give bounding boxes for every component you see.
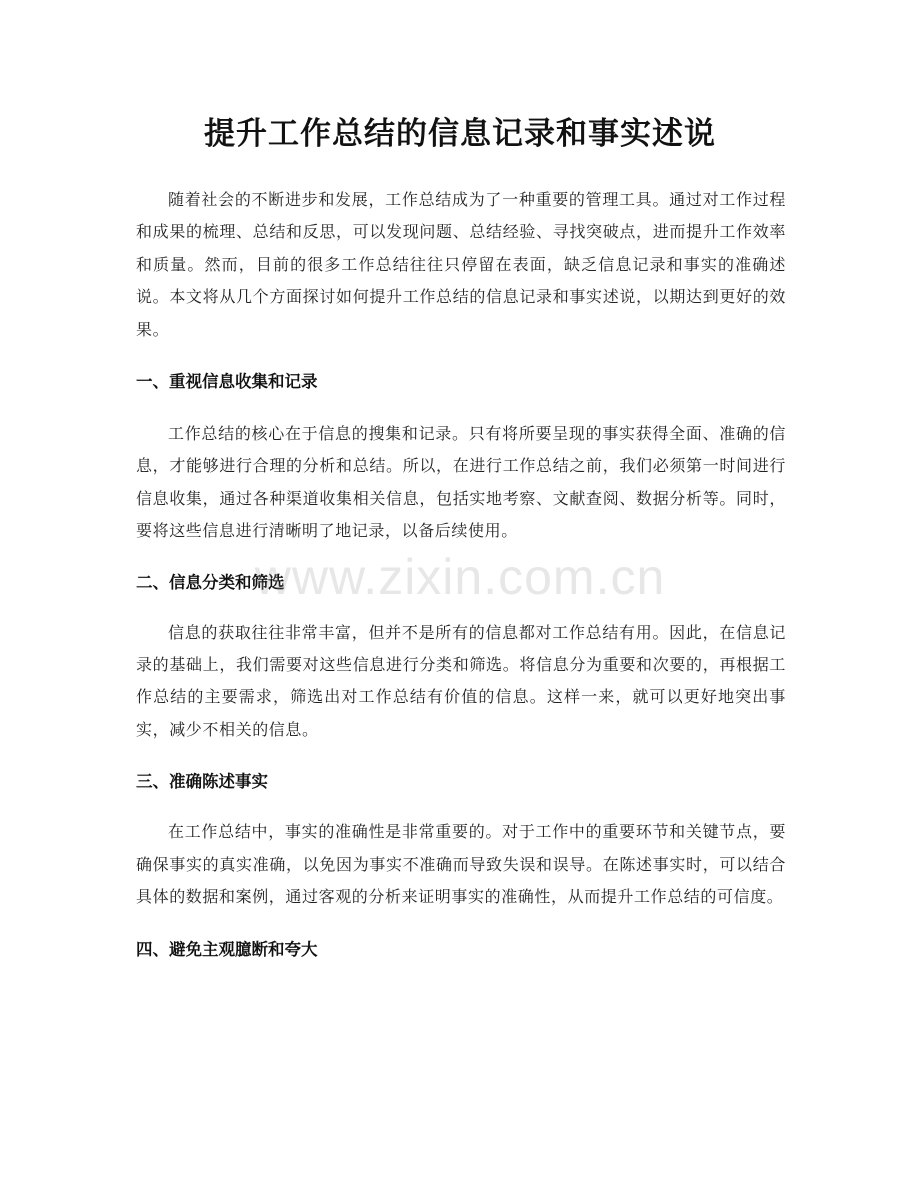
section-4-heading: 四、避免主观臆断和夸大 [136, 939, 318, 959]
section-3-paragraph: 在工作总结中，事实的准确性是非常重要的。对于工作中的重要环节和关键节点，要确保事实的真实准确，以免因为事实不准确而导致失误和误导。在陈述事实时，可以结合具体的数据和案例，通过客观的分析来证明事实的准确性，从而提升工作总结的可信度。 [136, 822, 786, 907]
section-2-paragraph: 信息的获取往往非常丰富，但并不是所有的信息都对工作总结有用。因此，在信息记录的基础上，我们需要对这些信息进行分类和筛选。将信息分为重要和次要的，再根据工作总结的主要需求，筛选出对工作总结有价值的信息。这样一来，就可以更好地突出事实，减少不相关的信息。 [136, 622, 786, 739]
section-1-heading: 一、重视信息收集和记录 [136, 372, 318, 392]
intro-paragraph: 随着社会的不断进步和发展，工作总结成为了一种重要的管理工具。通过对工作过程和成果的梳理、总结和反思，可以发现问题、总结经验、寻找突破点，进而提升工作效率和质量。然而，目前的很多工作总结往往只停留在表面，缺乏信息记录和事实的准确述说。本文将从几个方面探讨如何提升工作总结的信息记录和事实述说，以期达到更好的效果。 [136, 190, 786, 339]
section-3-heading: 三、准确陈述事实 [136, 772, 268, 792]
section-2-heading: 二、信息分类和筛选 [136, 572, 285, 592]
document-title: 提升工作总结的信息记录和事实述说 [204, 116, 716, 152]
document-body [136, 184, 786, 962]
section-1-paragraph: 工作总结的核心在于信息的搜集和记录。只有将所要呈现的事实获得全面、准确的信息，才能够进行合理的分析和总结。所以，在进行工作总结之前，我们必须第一时间进行信息收集，通过各种渠道收集相关信息，包括实地考察、文献查阅、数据分析等。同时，要将这些信息进行清晰明了地记录，以备后续使用。 [136, 424, 786, 541]
watermark-text: www.zixin.com.cn [254, 549, 666, 605]
